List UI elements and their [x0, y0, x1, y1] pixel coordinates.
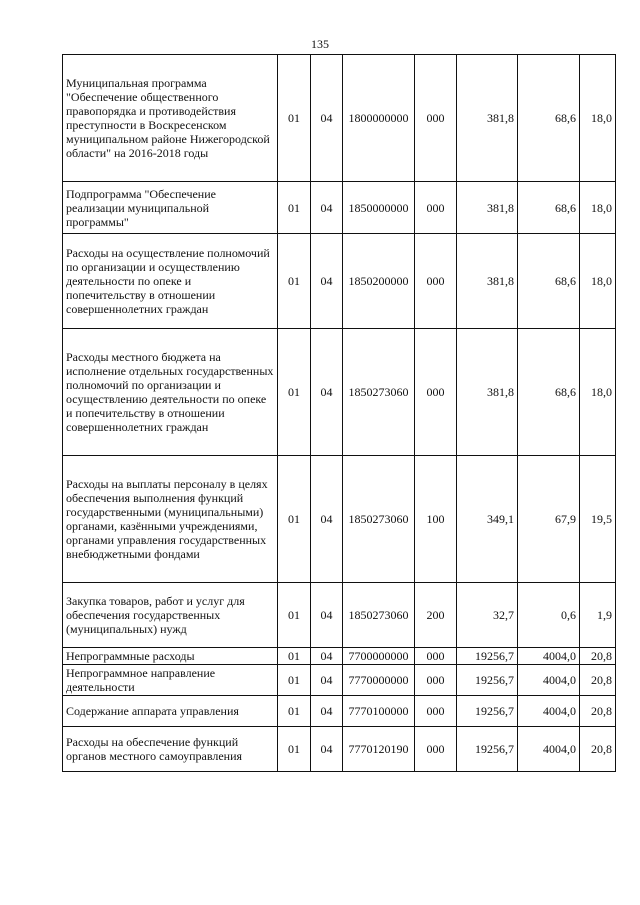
page-number: 135 — [311, 37, 329, 51]
row-execution-percent: 20,8 — [580, 696, 616, 727]
row-subsection-code: 04 — [311, 234, 343, 329]
row-subsection-code: 04 — [311, 665, 343, 696]
row-name: Расходы на обеспечение функций органов местного самоуправления — [63, 727, 278, 772]
row-section-code: 01 — [278, 648, 311, 665]
row-planned-amount: 32,7 — [457, 583, 518, 648]
budget-table — [62, 54, 616, 772]
row-subsection-code: 04 — [311, 55, 343, 182]
row-section-code: 01 — [278, 456, 311, 583]
table-row — [63, 727, 616, 772]
row-expense-type-code: 000 — [415, 665, 457, 696]
row-name: Подпрограмма "Обеспечение реализации муниципальной программы" — [63, 182, 278, 234]
table-row — [63, 665, 616, 696]
row-subsection-code: 04 — [311, 456, 343, 583]
row-target-article-code: 7770000000 — [343, 665, 415, 696]
row-planned-amount: 381,8 — [457, 182, 518, 234]
row-planned-amount: 381,8 — [457, 234, 518, 329]
row-actual-amount: 68,6 — [518, 234, 580, 329]
row-subsection-code: 04 — [311, 583, 343, 648]
table-row — [63, 583, 616, 648]
row-planned-amount: 19256,7 — [457, 648, 518, 665]
row-target-article-code: 7770120190 — [343, 727, 415, 772]
row-name: Муниципальная программа "Обеспечение общественного правопорядка и противодействия преступности в Воскресенском муниципальном районе Нижегородской области" на 2016-2018 годы — [63, 55, 278, 182]
row-actual-amount: 68,6 — [518, 55, 580, 182]
row-name: Содержание аппарата управления — [63, 696, 278, 727]
table-body — [63, 55, 616, 772]
row-expense-type-code: 000 — [415, 727, 457, 772]
table-row — [63, 182, 616, 234]
row-target-article-code: 7770100000 — [343, 696, 415, 727]
table-row — [63, 696, 616, 727]
row-target-article-code: 1850273060 — [343, 329, 415, 456]
table-row — [63, 55, 616, 182]
row-subsection-code: 04 — [311, 648, 343, 665]
row-expense-type-code: 200 — [415, 583, 457, 648]
row-expense-type-code: 000 — [415, 234, 457, 329]
row-execution-percent: 19,5 — [580, 456, 616, 583]
row-expense-type-code: 000 — [415, 182, 457, 234]
row-planned-amount: 381,8 — [457, 55, 518, 182]
row-target-article-code: 1850273060 — [343, 456, 415, 583]
row-execution-percent: 18,0 — [580, 234, 616, 329]
row-section-code: 01 — [278, 665, 311, 696]
row-actual-amount: 4004,0 — [518, 648, 580, 665]
row-planned-amount: 381,8 — [457, 329, 518, 456]
row-target-article-code: 7700000000 — [343, 648, 415, 665]
row-actual-amount: 4004,0 — [518, 727, 580, 772]
row-expense-type-code: 000 — [415, 648, 457, 665]
row-section-code: 01 — [278, 182, 311, 234]
row-name: Непрограммные расходы — [63, 648, 278, 665]
table-row — [63, 234, 616, 329]
row-planned-amount: 19256,7 — [457, 696, 518, 727]
row-subsection-code: 04 — [311, 696, 343, 727]
row-target-article-code: 1850000000 — [343, 182, 415, 234]
row-actual-amount: 4004,0 — [518, 696, 580, 727]
row-name: Расходы местного бюджета на исполнение отдельных государственных полномочий по организации и осуществлению деятельности по опеке и попечительству в отношении совершеннолетних граждан — [63, 329, 278, 456]
row-name: Расходы на осуществление полномочий по организации и осуществлению деятельности по опеке и попечительству в отношении совершеннолетних граждан — [63, 234, 278, 329]
row-section-code: 01 — [278, 55, 311, 182]
row-name: Непрограммное направление деятельности — [63, 665, 278, 696]
row-subsection-code: 04 — [311, 182, 343, 234]
row-planned-amount: 19256,7 — [457, 727, 518, 772]
row-expense-type-code: 000 — [415, 696, 457, 727]
table-row — [63, 329, 616, 456]
row-subsection-code: 04 — [311, 727, 343, 772]
row-target-article-code: 1850273060 — [343, 583, 415, 648]
row-execution-percent: 20,8 — [580, 648, 616, 665]
table-row — [63, 456, 616, 583]
row-name: Закупка товаров, работ и услуг для обеспечения государственных (муниципальных) нужд — [63, 583, 278, 648]
row-planned-amount: 19256,7 — [457, 665, 518, 696]
row-execution-percent: 20,8 — [580, 665, 616, 696]
row-execution-percent: 18,0 — [580, 55, 616, 182]
row-section-code: 01 — [278, 696, 311, 727]
row-target-article-code: 1800000000 — [343, 55, 415, 182]
row-planned-amount: 349,1 — [457, 456, 518, 583]
row-expense-type-code: 100 — [415, 456, 457, 583]
table-row — [63, 648, 616, 665]
row-section-code: 01 — [278, 583, 311, 648]
row-section-code: 01 — [278, 234, 311, 329]
row-execution-percent: 18,0 — [580, 182, 616, 234]
row-execution-percent: 1,9 — [580, 583, 616, 648]
row-section-code: 01 — [278, 727, 311, 772]
row-actual-amount: 67,9 — [518, 456, 580, 583]
row-actual-amount: 4004,0 — [518, 665, 580, 696]
row-section-code: 01 — [278, 329, 311, 456]
row-target-article-code: 1850200000 — [343, 234, 415, 329]
row-expense-type-code: 000 — [415, 55, 457, 182]
row-name: Расходы на выплаты персоналу в целях обеспечения выполнения функций государственными (муниципальными) органами, казёнными учреждениями, органами управления государственных внебюджетными фондами — [63, 456, 278, 583]
row-actual-amount: 0,6 — [518, 583, 580, 648]
row-execution-percent: 18,0 — [580, 329, 616, 456]
row-subsection-code: 04 — [311, 329, 343, 456]
row-expense-type-code: 000 — [415, 329, 457, 456]
row-execution-percent: 20,8 — [580, 727, 616, 772]
row-actual-amount: 68,6 — [518, 182, 580, 234]
row-actual-amount: 68,6 — [518, 329, 580, 456]
